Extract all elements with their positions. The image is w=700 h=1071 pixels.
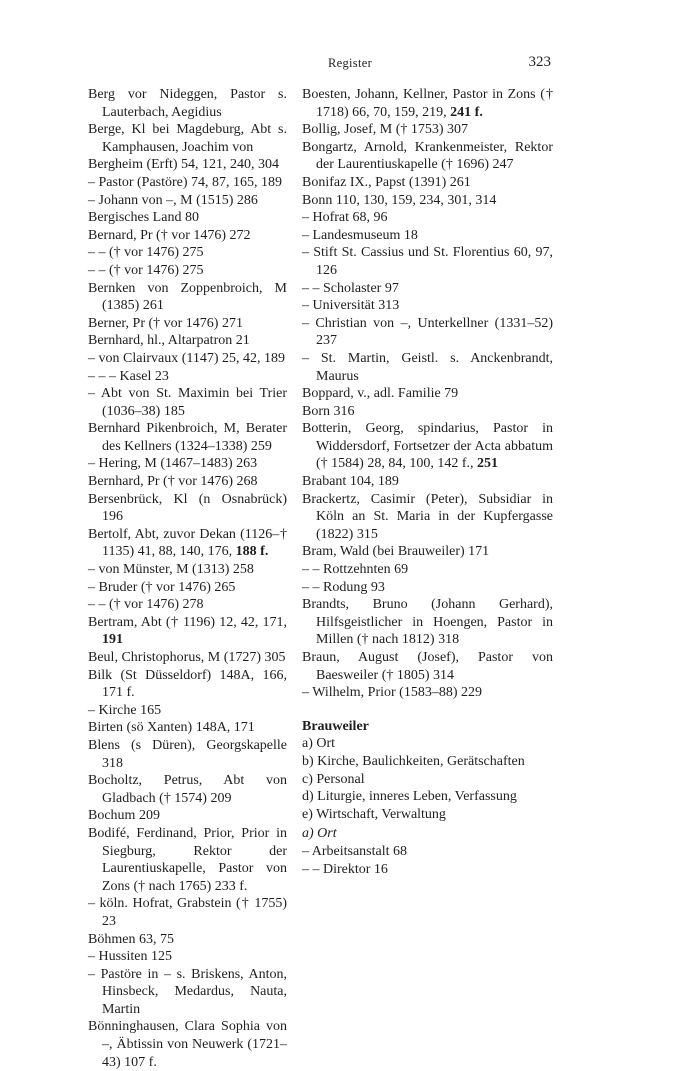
index-entry (88, 772, 287, 807)
entry-text: Bongartz, Arnold, Krankenmeister, Rektor der Laurentiuskapelle († 1696) 247 (302, 139, 553, 173)
right-index-column (302, 86, 553, 878)
index-entry (302, 403, 553, 421)
entry-text: Bonn 110, 130, 159, 234, 301, 314 (302, 192, 497, 208)
entry-text: – Stift St. Cassius und St. Florentius 60, 97, 126 (302, 245, 553, 278)
index-entry (302, 491, 553, 544)
left-index-column (88, 86, 287, 1071)
entry-text: – – – Kasel 23 (88, 368, 169, 384)
index-entry (88, 227, 287, 245)
index-entry (302, 280, 553, 298)
index-entry (302, 297, 553, 315)
index-entry (302, 192, 553, 210)
entry-text: Bollig, Josef, M († 1753) 307 (302, 122, 469, 138)
index-entry (302, 684, 553, 702)
page-header (0, 56, 700, 80)
entry-text: – Pastöre in – s. Briskens, Anton, Hinsbeck, Medardus, Nauta, Martin (88, 966, 287, 1017)
entry-text: – – Scholaster 97 (302, 280, 399, 296)
index-entry (302, 174, 553, 192)
index-entry (88, 825, 287, 895)
entry-text: Bertram, Abt († 1196) 12, 42, 171, (88, 614, 287, 630)
index-entry (88, 491, 287, 526)
entry-text: – Hering, M (1467–1483) 263 (88, 456, 258, 472)
entry-text: Blens (s Düren), Georgskapelle 318 (88, 737, 287, 771)
entry-text: – – Rottzehnten 69 (302, 562, 409, 578)
index-entry (88, 737, 287, 772)
index-entry (88, 192, 287, 210)
index-entry (88, 385, 287, 420)
index-entry (88, 86, 287, 121)
entry-text: Brabant 104, 189 (302, 474, 399, 490)
entry-text: Botterin, Georg, spindarius, Pastor in Widdersdorf, Fortsetzer der Acta abbatum († 1584) 28, 84, 100, 142 f., (302, 421, 553, 472)
index-entry (302, 561, 553, 579)
index-entry (88, 614, 287, 649)
entry-text: – von Clairvaux (1147) 25, 42, 189 (88, 350, 286, 366)
entry-text: – Universität 313 (302, 298, 400, 314)
index-entry (88, 455, 287, 473)
entry-text: – Christian von –, Unterkellner (1331–52) 237 (302, 315, 553, 349)
index-entry (302, 121, 553, 139)
entry-text: – Kirche 165 (88, 702, 162, 718)
right-index-entries (302, 86, 553, 702)
outline-item: d) Liturgie, inneres Leben, Verfassung (302, 789, 517, 805)
entry-text: Bilk (St Düsseldorf) 148A, 166, 171 f. (88, 667, 287, 701)
entry-text: Bergheim (Erft) 54, 121, 240, 304 (88, 157, 280, 173)
entry-text: Braun, August (Josef), Pastor von Baesweiler († 1805) 314 (302, 650, 553, 683)
entry-text: – Johann von –, M (1515) 286 (88, 192, 258, 208)
index-entry (88, 895, 287, 930)
entry-text: Bodifé, Ferdinand, Prior, Prior in Siegburg, Rektor der Laurentiuskapelle, Pastor von Zons († nach 1765) 233 f. (88, 825, 287, 894)
entry-text: – – Rodung 93 (302, 579, 385, 595)
index-entry (302, 579, 553, 597)
outline-item: a) Ort (302, 736, 336, 752)
index-entry (88, 174, 287, 192)
entry-text: – Abt von St. Maximin bei Trier (1036–38) 185 (88, 386, 287, 419)
index-entry: – – Direktor 16 (302, 861, 388, 877)
index-entry (88, 807, 287, 825)
entry-text: Berg vor Nideggen, Pastor s. Lauterbach, Aegidius (88, 87, 287, 120)
entry-text: Bersenbrück, Kl (n Osnabrück) 196 (88, 491, 287, 525)
outline-item: c) Personal (302, 771, 365, 787)
entry-text: Bernhard Pikenbroich, M, Berater des Kellners (1324–1338) 259 (88, 421, 287, 454)
entry-text: Böhmen 63, 75 (88, 931, 174, 947)
entry-text: Bertolf, Abt, zuvor Dekan (1126–† 1135) 41, 88, 140, 176, (88, 526, 287, 560)
entry-text: Bönninghausen, Clara Sophia von –, Äbtissin von Neuwerk (1721–43) 107 f. (88, 1019, 287, 1070)
entry-main-reference: 188 f. (235, 544, 269, 560)
entry-text: Bernken von Zoppenbroich, M (1385) 261 (88, 280, 287, 314)
entry-text: – Bruder († vor 1476) 265 (88, 579, 236, 595)
index-entry (302, 596, 553, 649)
entry-text: Bernard, Pr († vor 1476) 272 (88, 227, 251, 243)
index-entry (88, 526, 287, 561)
index-entry (88, 156, 287, 174)
index-entry (88, 280, 287, 315)
index-entry (88, 420, 287, 455)
index-entry (302, 227, 553, 245)
entry-text: Bocholtz, Petrus, Abt von Gladbach († 1574) 209 (88, 773, 287, 806)
index-entry (88, 966, 287, 1019)
entry-text: Bochum 209 (88, 808, 160, 824)
entry-text: Bernhard, hl., Altarpatron 21 (88, 333, 250, 349)
index-entry (88, 1018, 287, 1071)
entry-text: Berge, Kl bei Magdeburg, Abt s. Kamphausen, Joachim von (88, 122, 287, 155)
entry-text: – von Münster, M (1313) 258 (88, 562, 254, 578)
index-entry (302, 350, 553, 385)
brauweiler-heading: Brauweiler (302, 718, 369, 734)
section-gap (302, 702, 553, 718)
entry-text: – – († vor 1476) 275 (88, 262, 204, 278)
index-entry (302, 473, 553, 491)
index-entry (88, 719, 287, 737)
index-entry (88, 350, 287, 368)
page-number: 323 (528, 54, 551, 70)
index-entry (88, 931, 287, 949)
entry-text: – Wilhelm, Prior (1583–88) 229 (302, 685, 482, 701)
entry-main-reference: 241 f. (450, 104, 483, 120)
entry-text: Bonifaz IX., Papst (1391) 261 (302, 174, 471, 190)
entry-text: Bernhard, Pr († vor 1476) 268 (88, 474, 258, 490)
entry-text: – Landesmuseum 18 (302, 227, 418, 243)
entry-text: – – († vor 1476) 278 (88, 597, 204, 613)
index-entry (302, 209, 553, 227)
index-entry (88, 121, 287, 156)
outline-item: e) Wirtschaft, Verwaltung (302, 806, 446, 822)
outline-item: b) Kirche, Baulichkeiten, Gerätschaften (302, 753, 525, 769)
index-entry (88, 209, 287, 227)
entry-text: – köln. Hofrat, Grabstein († 1755) 23 (88, 896, 287, 929)
index-entry (88, 649, 287, 667)
entry-text: Beul, Christophorus, M (1727) 305 (88, 650, 286, 665)
index-entry (88, 579, 287, 597)
entry-text: Berner, Pr († vor 1476) 271 (88, 315, 243, 331)
entry-text: Birten (sö Xanten) 148A, 171 (88, 720, 255, 736)
index-entry (88, 948, 287, 966)
index-entry (302, 543, 553, 561)
brauweiler-subheading: a) Ort (302, 826, 337, 842)
index-entry (88, 473, 287, 491)
entry-text: Brandts, Bruno (Johann Gerhard), Hilfsgeistlicher in Hoengen, Pastor in Millen († nach 1812) 318 (302, 597, 553, 648)
entry-text: Brackertz, Casimir (Peter), Subsidiar in Köln an St. Maria in der Kupfergasse (1822) 315 (302, 491, 553, 542)
index-entry (88, 561, 287, 579)
index-entry (88, 262, 287, 280)
index-entry (88, 667, 287, 702)
running-title: Register (327, 56, 373, 70)
index-entry (302, 244, 553, 279)
entry-text: – Hussiten 125 (88, 949, 172, 965)
index-entry (302, 139, 553, 174)
entry-text: – Pastor (Pastöre) 74, 87, 165, 189 (88, 174, 283, 190)
entry-main-reference: 191 (102, 632, 123, 648)
entry-text: Boesten, Johann, Kellner, Pastor in Zons († 1718) 66, 70, 159, 219, (302, 87, 553, 120)
entry-main-reference: 251 (477, 456, 498, 472)
index-entry (88, 702, 287, 720)
index-entry: – Arbeitsanstalt 68 (302, 843, 407, 859)
entry-text: – – († vor 1476) 275 (88, 245, 204, 261)
entry-text: Born 316 (302, 403, 355, 419)
index-entry (302, 420, 553, 473)
index-entry (302, 649, 553, 684)
entry-text: Bergisches Land 80 (88, 210, 199, 226)
index-entry (302, 385, 553, 403)
index-entry (302, 86, 553, 121)
index-entry (88, 244, 287, 262)
entry-text: – Hofrat 68, 96 (302, 210, 388, 226)
index-entry (302, 315, 553, 350)
index-entry (88, 332, 287, 350)
entry-text: Bram, Wald (bei Brauweiler) 171 (302, 544, 490, 560)
entry-text: – St. Martin, Geistl. s. Anckenbrandt, Maurus (302, 350, 553, 384)
index-entry (88, 596, 287, 614)
index-entry (88, 368, 287, 386)
entry-text: Boppard, v., adl. Familie 79 (302, 386, 459, 402)
index-entry (88, 315, 287, 333)
